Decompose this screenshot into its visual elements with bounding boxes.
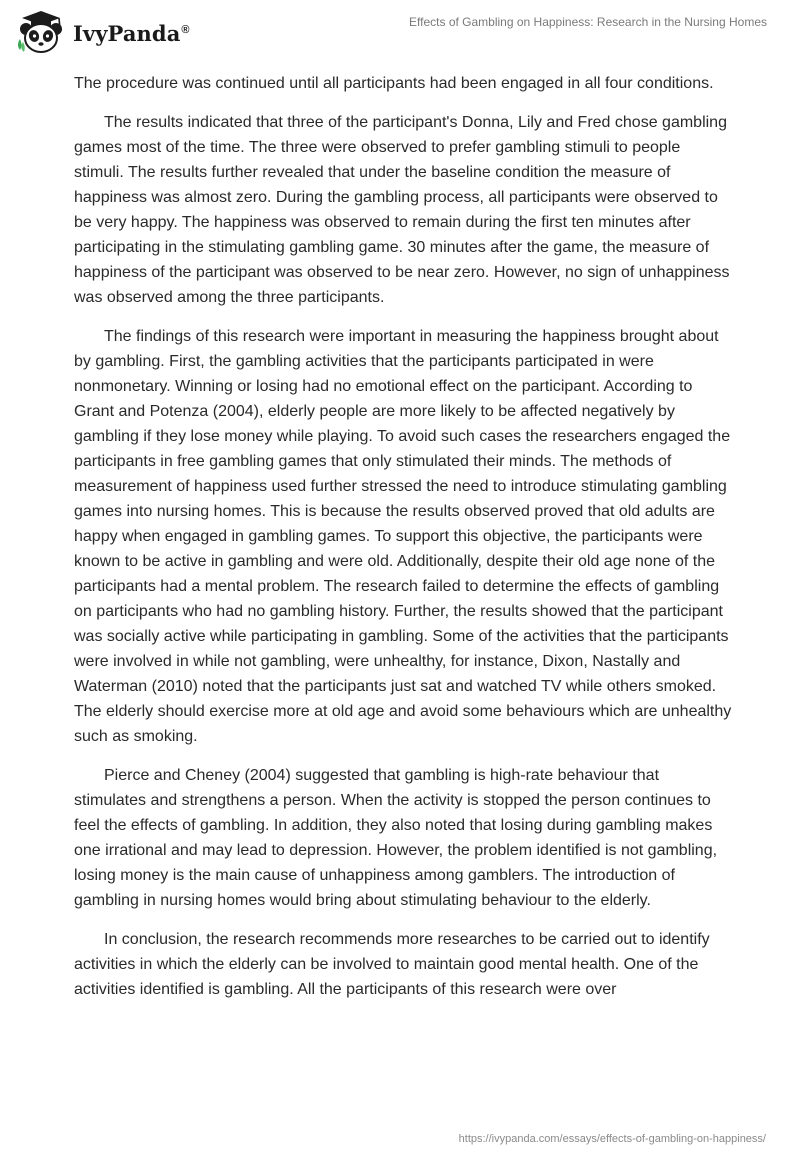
- document-title: Effects of Gambling on Happiness: Research in the Nursing Homes: [409, 15, 767, 29]
- paragraph: The results indicated that three of the participant's Donna, Lily and Fred chose gambling games most of the time. The three were observed to prefer gambling stimuli to people stimuli. The results further revealed that under the baseline condition the measure of happiness was almost zero. During the gambling process, all participants were observed to be very happy. The happiness was observed to remain during the first ten minutes after participating in the stimulating gambling game. 30 minutes after the game, the measure of happiness of the participant was observed to be near zero. However, no sign of unhappiness was observed among the three participants.: [74, 114, 730, 306]
- paragraph: Pierce and Cheney (2004) suggested that gambling is high-rate behaviour that stimulates and strengthens a person. When the activity is stopped the person continues to feel the effects of gambling. In addition, they also noted that losing during gambling makes one irrational and may lead to depression. However, the problem identified is not gambling, losing money is the main cause of unhappiness among gamblers. The introduction of gambling in nursing homes would bring about stimulating behaviour to the elderly.: [74, 767, 718, 909]
- essay-body: [74, 71, 734, 1016]
- registered-mark: ®: [181, 23, 190, 36]
- panda-graduate-icon: [14, 9, 68, 55]
- page-header: [0, 0, 800, 60]
- paragraph: In conclusion, the research recommends more researches to be carried out to identify activities in which the elderly can be involved to maintain good mental health. One of the activities identified is gambling. All the participants of this research were over: [74, 931, 710, 998]
- paragraph: The procedure was continued until all participants had been engaged in all four conditions.: [74, 75, 714, 92]
- brand-name: IvyPanda®: [73, 20, 190, 46]
- ivypanda-logo[interactable]: [14, 9, 190, 55]
- paragraph: The findings of this research were important in measuring the happiness brought about by gambling. First, the gambling activities that the participants participated in were nonmonetary. Winning or losing had no emotional effect on the participant. According to Grant and Potenza (2004), elderly people are more likely to be affected negatively by gambling if they lose money while playing. To avoid such cases the researchers engaged the participants in free gambling games that only stimulated their minds. The methods of measurement of happiness used further stressed the need to introduce stimulating gambling games into nursing homes. This is because the results observed proved that old adults are happy when engaged in gambling games. To support this objective, the participants were known to be active in gambling and were old. Additionally, despite their old age none of the participants had a mental problem. The research failed to determine the effects of gambling on participants who had no gambling history. Further, the results showed that the participant was socially active while participating in gambling. Some of the activities that the participants were involved in while not gambling, were unhealthy, for instance, Dixon, Nastally and Waterman (2010) noted that the participants just sat and watched TV while others smoked. The elderly should exercise more at old age and avoid some behaviours which are unhealthy such as smoking.: [74, 328, 732, 745]
- source-url[interactable]: https://ivypanda.com/essays/effects-of-gambling-on-happiness/: [458, 1133, 766, 1145]
